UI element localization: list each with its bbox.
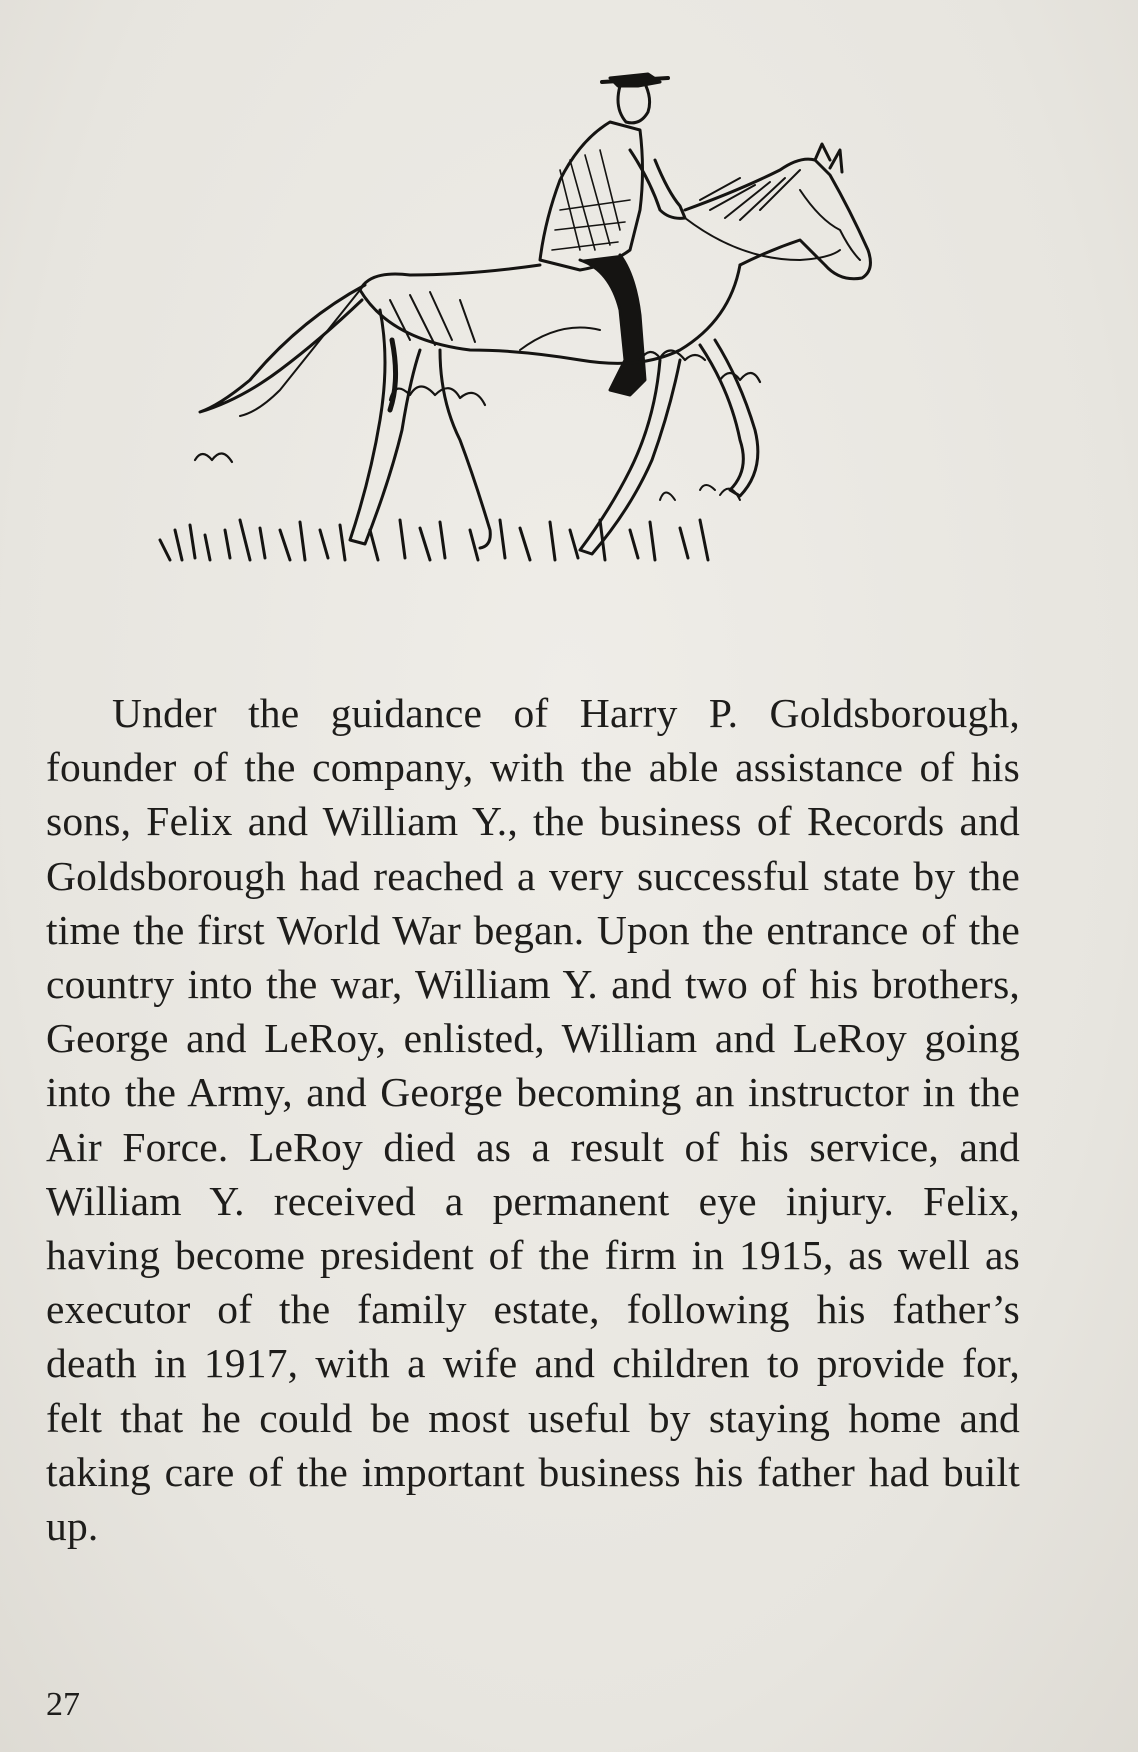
page-number: 27: [46, 1686, 80, 1723]
horse-and-rider-illustration: [140, 60, 920, 650]
body-paragraph: Under the guidance of Harry P. Goldsborough, founder of the company, with the able assistance of his sons, Felix and William Y., the business of Records and Goldsborough had reached a very successful state by the time the first World War began. Upon the entrance of the country into the war, William Y. and two of his brothers, George and LeRoy, enlisted, William and LeRoy going into the Army, and George becoming an instructor in the Air Force. LeRoy died as a result of his service, and William Y. received a permanent eye injury. Felix, having become president of the firm in 1915, as well as executor of the family estate, following his father’s death in 1917, with a wife and children to provide for, felt that he could be most useful by staying home and taking care of the important business his father had built up.: [46, 690, 1020, 1550]
